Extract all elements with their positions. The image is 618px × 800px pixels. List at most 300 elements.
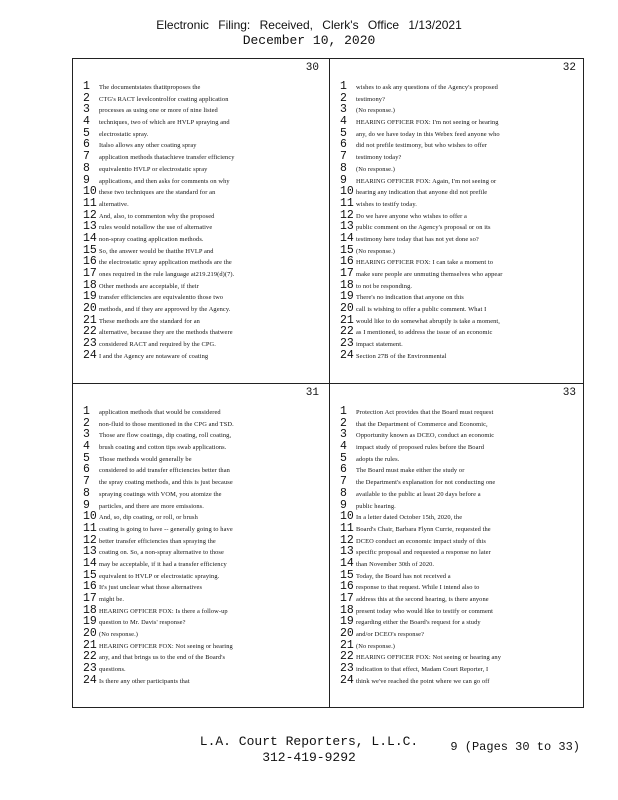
page-number: 31: [305, 387, 319, 399]
transcript-line: [83, 256, 321, 268]
transcript-line: [340, 441, 578, 453]
line-number: 23: [83, 663, 97, 675]
line-text: considered to add transfer efficiencies better than: [99, 467, 230, 475]
line-number: 24: [83, 349, 97, 362]
line-text: coating on. So, a non-spray alternative to those: [99, 549, 224, 557]
line-number: 14: [340, 232, 354, 245]
page-lines: [83, 81, 321, 362]
transcript-line: [83, 81, 321, 93]
line-text: CTG's RACT levelcontrolfor coating application: [99, 95, 229, 103]
transcript-line: [83, 418, 321, 430]
line-text: electrostatic spray.: [99, 130, 149, 138]
line-text: application methods thatachieve transfer efficiency: [99, 154, 235, 162]
line-text: There's no indication that anyone on this: [356, 294, 464, 302]
line-text: Do we have anyone who wishes to offer a: [356, 212, 467, 220]
line-number: 6: [340, 139, 347, 152]
line-number: 1: [83, 81, 90, 93]
transcript-line: [340, 406, 578, 418]
line-text: (No response.): [99, 631, 139, 639]
line-text: adopts the rules.: [356, 455, 400, 463]
line-number: 19: [340, 291, 354, 304]
transcript-line: [340, 429, 578, 441]
reporter-name: L.A. Court Reporters, L.L.C.: [199, 734, 419, 749]
line-number: 22: [340, 651, 354, 664]
line-text: better transfer efficiencies than spraying the: [99, 537, 216, 545]
line-text: available to the public at least 20 days before a: [356, 490, 481, 498]
transcript-line: [340, 546, 578, 558]
line-text: testimony today?: [356, 154, 402, 162]
page-number: 32: [562, 62, 576, 74]
line-number: 20: [340, 303, 354, 315]
transcript-line: [83, 280, 321, 292]
transcript-line: [340, 104, 578, 116]
transcript-line: [340, 186, 578, 198]
transcript-line: [83, 535, 321, 547]
line-text: non-spray coating application methods.: [99, 235, 204, 243]
line-text: Today, the Board has not received a: [356, 572, 451, 580]
line-text: HEARING OFFICER FOX: Again, I'm not seeing or: [356, 177, 497, 185]
line-number: 24: [340, 674, 354, 687]
transcript-line: [83, 511, 321, 523]
transcript-line: [340, 581, 578, 593]
line-number: 1: [340, 406, 347, 418]
line-number: 23: [340, 663, 354, 675]
line-number: 19: [83, 616, 97, 629]
transcript-line: [83, 500, 321, 512]
line-text: question to Mr. Davis' response?: [99, 619, 186, 627]
transcript-line: [83, 593, 321, 605]
transcript-line: [83, 605, 321, 617]
transcript-line: [83, 116, 321, 128]
transcript-line: [340, 464, 578, 476]
line-number: 18: [340, 604, 354, 617]
transcript-line: [340, 175, 578, 187]
line-text: techniques, two of which are HVLP spraying and: [99, 119, 230, 127]
transcript-line: [83, 326, 321, 338]
line-number: 23: [83, 338, 97, 350]
line-text: hearing any indication that anyone did not prefile: [356, 189, 488, 197]
line-number: 15: [83, 569, 97, 582]
transcript-line: [83, 221, 321, 233]
transcript-line: [340, 81, 578, 93]
transcript-line: [83, 558, 321, 570]
transcript-line: [340, 558, 578, 570]
line-text: These methods are the standard for an: [99, 317, 200, 325]
line-text: impact statement.: [356, 341, 403, 349]
line-number: 12: [340, 209, 354, 222]
line-text: transfer efficiencies are equivalentto those two: [99, 294, 224, 302]
line-text: (No response.): [356, 642, 396, 650]
line-text: brush coating and cotton tips swab applications.: [99, 444, 227, 452]
line-text: equivalent to HVLP or electrostatic spraying.: [99, 572, 220, 580]
line-text: particles, and there are more emissions.: [99, 502, 204, 510]
transcript-line: [340, 523, 578, 535]
line-number: 14: [83, 557, 97, 570]
line-text: might be.: [99, 596, 125, 603]
line-number: 21: [83, 314, 97, 327]
transcript-line: [340, 535, 578, 547]
line-text: In a letter dated October 15th, 2020, the: [356, 514, 463, 522]
transcript-line: [83, 291, 321, 303]
line-number: 9: [340, 499, 347, 512]
line-number: 17: [83, 268, 97, 280]
line-number: 20: [340, 628, 354, 640]
line-text: Board's Chair, Barbara Flynn Currie, requested the: [356, 525, 491, 533]
line-number: 2: [340, 417, 347, 430]
reporter-phone: 312-419-9292: [262, 750, 356, 765]
transcript-page-31: [73, 384, 327, 708]
transcript-page-33: [330, 384, 584, 708]
transcript-line: [83, 488, 321, 500]
line-text: wishes to ask any questions of the Agency's proposed: [356, 84, 498, 91]
line-text: applications, and then asks for comments on why: [99, 177, 230, 185]
transcript-line: [340, 221, 578, 233]
transcript-line: [340, 476, 578, 488]
line-number: 21: [340, 314, 354, 327]
line-number: 17: [83, 593, 97, 605]
line-number: 6: [83, 464, 90, 477]
line-text: impact study of proposed rules before the Board: [356, 444, 485, 452]
line-text: processes as using one or more of nine listed: [99, 107, 218, 115]
transcript-line: [83, 441, 321, 453]
line-number: 8: [340, 487, 347, 500]
line-text: these two techniques are the standard for an: [99, 189, 216, 197]
line-text: make sure people are unmuting themselves who appear: [356, 271, 503, 278]
line-text: So, the answer would be thatthe HVLP and: [99, 247, 214, 255]
line-text: response to that request. While I intend also to: [356, 584, 480, 592]
line-text: alternative.: [99, 200, 129, 208]
line-text: HEARING OFFICER FOX: Not seeing or hearing: [99, 642, 233, 650]
page-lines: [340, 81, 578, 362]
line-text: (No response.): [356, 107, 396, 115]
transcript-line: [340, 280, 578, 292]
line-text: It's just unclear what those alternatives: [99, 584, 203, 592]
transcript-line: [83, 350, 321, 362]
line-number: 20: [83, 303, 97, 315]
transcript-line: [340, 488, 578, 500]
line-text: testimony?: [356, 95, 386, 103]
line-text: testimony here today that has not yet done so?: [356, 235, 479, 243]
line-text: any, do we have today in this Webex feed anyone who: [356, 130, 500, 138]
line-text: Opportunity known as DCEO, conduct an economic: [356, 432, 495, 440]
transcript-page-32: [330, 59, 584, 383]
transcript-line: [83, 93, 321, 105]
line-text: HEARING OFFICER FOX: Not seeing or hearing any: [356, 654, 502, 662]
line-text: may be acceptable, if it had a transfer efficiency: [99, 560, 227, 568]
line-number: 18: [83, 604, 97, 617]
line-number: 2: [83, 417, 90, 430]
line-number: 4: [83, 441, 90, 453]
line-number: 15: [340, 569, 354, 582]
line-number: 11: [340, 197, 354, 210]
transcript-line: [340, 128, 578, 140]
transcript-line: [340, 256, 578, 268]
line-number: 7: [83, 476, 90, 488]
transcript-line: [340, 291, 578, 303]
line-text: Protection Act provides that the Board must request: [356, 409, 494, 416]
line-text: public comment on the Agency's proposal or on its: [356, 224, 491, 232]
line-number: 1: [340, 81, 347, 93]
transcript-line: [340, 640, 578, 652]
transcript-line: [83, 338, 321, 350]
line-number: 3: [340, 429, 347, 442]
transcript-line: [340, 303, 578, 315]
transcript-line: [340, 116, 578, 128]
transcript-line: [83, 464, 321, 476]
line-text: Those are flow coatings, dip coating, roll coating,: [99, 432, 232, 440]
transcript-line: [83, 210, 321, 222]
line-number: 9: [340, 174, 347, 187]
transcript-line: [83, 570, 321, 582]
line-number: 13: [340, 221, 354, 233]
transcript-line: [340, 675, 578, 687]
line-number: 22: [83, 326, 97, 339]
transcript-line: [340, 570, 578, 582]
line-number: 13: [83, 221, 97, 233]
line-number: 18: [83, 279, 97, 292]
transcript-line: [340, 338, 578, 350]
line-number: 23: [340, 338, 354, 350]
transcript-line: [340, 616, 578, 628]
transcript-line: [340, 163, 578, 175]
line-text: any, and that brings us to the end of the Board's: [99, 654, 226, 662]
transcript-line: [83, 245, 321, 257]
line-number: 11: [340, 522, 354, 535]
transcript-page-30: [73, 59, 327, 383]
line-number: 11: [83, 522, 97, 535]
line-number: 6: [83, 139, 90, 152]
transcript-line: [340, 500, 578, 512]
line-text: and/or DCEO's response?: [356, 631, 425, 639]
line-text: And, so, dip coating, or roll, or brush: [99, 514, 198, 522]
line-text: HEARING OFFICER FOX: I'm not seeing or hearing: [356, 119, 499, 127]
line-text: The Board must make either the study or: [356, 467, 465, 475]
line-text: coating is going to have -- generally going to have: [99, 525, 233, 533]
page-range: 9 (Pages 30 to 33): [450, 740, 580, 754]
line-number: 16: [83, 256, 97, 268]
line-number: 24: [340, 349, 354, 362]
transcript-line: [83, 628, 321, 640]
transcript-line: [83, 406, 321, 418]
line-number: 7: [83, 151, 90, 163]
line-number: 4: [340, 441, 347, 453]
line-text: wishes to testify today.: [356, 200, 417, 208]
line-number: 7: [340, 476, 347, 488]
line-text: Section 27B of the Environmental: [356, 352, 447, 360]
line-number: 13: [340, 546, 354, 558]
page-number: 33: [562, 387, 576, 399]
line-text: that the Department of Commerce and Economic,: [356, 420, 488, 428]
page-number: 30: [305, 62, 319, 74]
line-number: 15: [340, 244, 354, 257]
line-number: 16: [340, 581, 354, 593]
filing-stamp: Electronic Filing: Received, Clerk's Office 1/13/2021: [156, 18, 462, 32]
line-number: 3: [340, 104, 347, 117]
transcript-line: [340, 326, 578, 338]
transcript-line: [340, 663, 578, 675]
transcript-line: [340, 350, 578, 362]
line-number: 11: [83, 197, 97, 210]
line-number: 21: [83, 639, 97, 652]
line-number: 21: [340, 639, 354, 652]
transcript-line: [83, 640, 321, 652]
line-number: 15: [83, 244, 97, 257]
line-text: the spray coating methods, and this is just because: [99, 479, 233, 487]
line-number: 16: [83, 581, 97, 593]
line-text: questions.: [99, 666, 126, 674]
transcript-line: [340, 198, 578, 210]
line-number: 20: [83, 628, 97, 640]
line-number: 6: [340, 464, 347, 477]
transcript-line: [83, 453, 321, 465]
line-text: than November 30th of 2020.: [356, 560, 435, 568]
transcript-line: [83, 315, 321, 327]
line-number: 14: [83, 232, 97, 245]
line-number: 10: [340, 186, 354, 198]
transcript-frame: [72, 58, 584, 708]
transcript-line: [340, 511, 578, 523]
transcript-line: [83, 151, 321, 163]
line-text: the Department's explanation for not conducting one: [356, 479, 496, 487]
transcript-line: [340, 453, 578, 465]
page-lines: [83, 406, 321, 687]
transcript-line: [340, 593, 578, 605]
line-text: I and the Agency are notaware of coating: [99, 352, 209, 360]
line-text: rules would notallow the use of alternative: [99, 224, 213, 232]
line-number: 24: [83, 674, 97, 687]
line-text: (No response.): [356, 247, 396, 255]
line-number: 3: [83, 429, 90, 442]
transcript-line: [340, 418, 578, 430]
transcript-line: [83, 429, 321, 441]
transcript-line: [340, 233, 578, 245]
line-text: equivalentto HVLP or electrostatic spray: [99, 165, 208, 173]
line-number: 22: [340, 326, 354, 339]
line-number: 7: [340, 151, 347, 163]
line-text: Those methods would generally be: [99, 455, 192, 463]
line-number: 1: [83, 406, 90, 418]
line-number: 2: [83, 92, 90, 105]
line-text: Is there any other participants that: [99, 677, 190, 685]
transcript-line: [340, 151, 578, 163]
line-text: The documentstates thatitproposes the: [99, 84, 201, 91]
line-number: 4: [340, 116, 347, 128]
line-text: did not prefile testimony, but who wishes to offer: [356, 142, 488, 150]
transcript-line: [340, 93, 578, 105]
line-number: 9: [83, 499, 90, 512]
line-text: would like to do somewhat abruptly is take a moment,: [356, 317, 500, 325]
transcript-line: [83, 233, 321, 245]
line-number: 10: [340, 511, 354, 523]
transcript-line: [83, 163, 321, 175]
transcript-line: [340, 139, 578, 151]
line-number: 5: [340, 452, 347, 465]
transcript-line: [83, 476, 321, 488]
transcript-line: [83, 268, 321, 280]
transcript-line: [83, 616, 321, 628]
transcript-line: [83, 651, 321, 663]
transcript-line: [83, 546, 321, 558]
line-number: 5: [83, 452, 90, 465]
line-text: address this at the second hearing, is there anyone: [356, 596, 489, 603]
line-number: 5: [340, 127, 347, 140]
line-text: public hearing.: [356, 502, 396, 510]
line-text: spraying coatings with VOM, you atomize the: [99, 490, 222, 498]
line-number: 12: [83, 209, 97, 222]
line-number: 3: [83, 104, 90, 117]
line-number: 12: [340, 534, 354, 547]
transcript-line: [83, 581, 321, 593]
line-text: non-fluid to those mentioned in the CPG and TSD.: [99, 420, 234, 428]
line-number: 16: [340, 256, 354, 268]
transcript-line: [340, 210, 578, 222]
line-number: 19: [83, 291, 97, 304]
transcript-line: [340, 605, 578, 617]
line-text: call is wishing to offer a public comment. What I: [356, 306, 487, 314]
line-number: 14: [340, 557, 354, 570]
line-text: DCEO conduct an economic impact study of this: [356, 537, 486, 545]
line-number: 4: [83, 116, 90, 128]
line-number: 8: [340, 162, 347, 175]
line-number: 12: [83, 534, 97, 547]
line-text: think we've reached the point where we can go off: [356, 677, 490, 685]
line-number: 2: [340, 92, 347, 105]
line-text: specific proposal and requested a response no later: [356, 549, 491, 557]
line-text: the electrostatic spray application methods are the: [99, 259, 232, 267]
transcript-line: [340, 245, 578, 257]
transcript-line: [83, 523, 321, 535]
line-number: 19: [340, 616, 354, 629]
line-text: present today who would like to testify or comment: [356, 607, 494, 615]
transcript-line: [83, 175, 321, 187]
transcript-line: [83, 128, 321, 140]
line-text: Other methods are acceptable, if their: [99, 282, 199, 290]
transcript-line: [340, 315, 578, 327]
transcript-line: [83, 186, 321, 198]
line-text: ones required in the rule language at219.219(d)(7).: [99, 271, 235, 278]
line-text: application methods that would be considered: [99, 409, 221, 416]
line-text: as I mentioned, to address the issue of an economic: [356, 329, 493, 337]
transcript-line: [340, 268, 578, 280]
line-number: 10: [83, 186, 97, 198]
transcript-line: [83, 663, 321, 675]
transcript-line: [83, 675, 321, 687]
transcript-line: [83, 139, 321, 151]
line-text: (No response.): [356, 165, 396, 173]
hearing-date: December 10, 2020: [242, 33, 376, 48]
line-number: 5: [83, 127, 90, 140]
line-number: 17: [340, 593, 354, 605]
line-text: alternative, because they are the methods thatwere: [99, 329, 233, 337]
transcript-line: [83, 104, 321, 116]
line-number: 18: [340, 279, 354, 292]
transcript-line: [83, 198, 321, 210]
transcript-line: [340, 651, 578, 663]
line-number: 22: [83, 651, 97, 664]
transcript-line: [340, 628, 578, 640]
line-text: HEARING OFFICER FOX: I can take a moment to: [356, 259, 494, 267]
line-number: 17: [340, 268, 354, 280]
line-number: 8: [83, 162, 90, 175]
line-text: considered RACT and required by the CPG.: [99, 341, 216, 349]
line-text: Italso allows any other coating spray: [99, 142, 197, 150]
line-text: And, also, to commenton why the proposed: [99, 212, 215, 220]
line-text: regarding either the Board's request for a study: [356, 619, 481, 627]
line-number: 13: [83, 546, 97, 558]
line-text: HEARING OFFICER FOX: Is there a follow-up: [99, 607, 228, 615]
page-lines: [340, 406, 578, 687]
line-number: 10: [83, 511, 97, 523]
